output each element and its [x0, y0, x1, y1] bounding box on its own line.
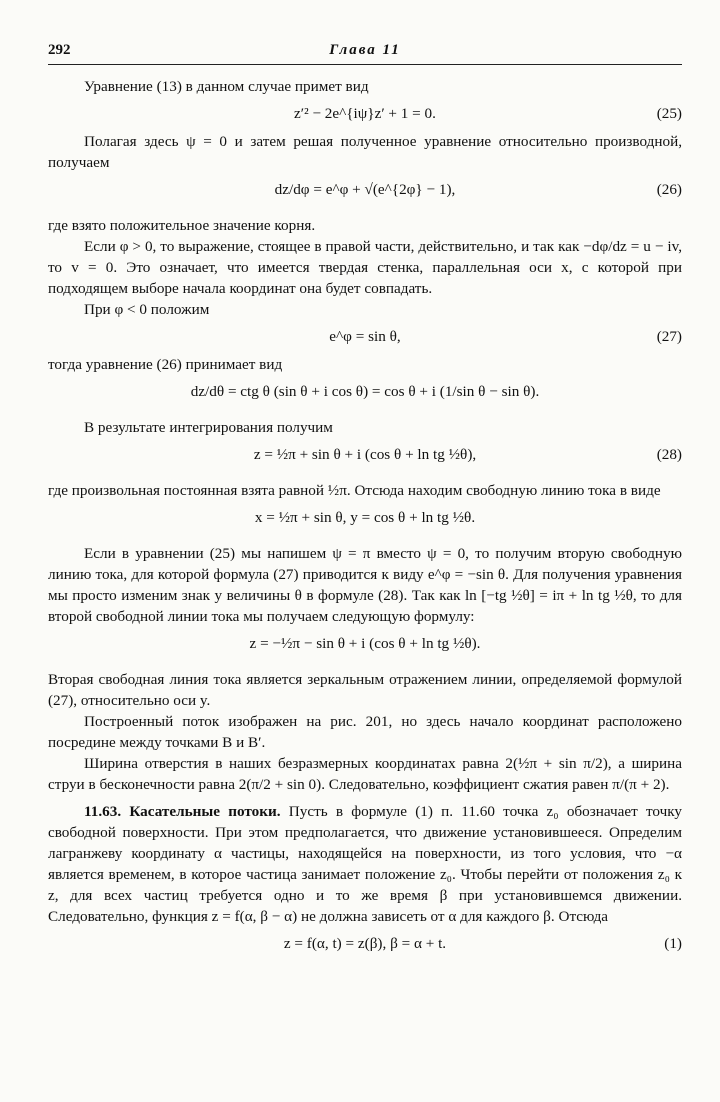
equation-formula: z = f(α, t) = z(β), β = α + t.	[283, 935, 447, 952]
paragraph: Если в уравнении (25) мы напишем ψ = π вместо ψ = 0, то получим вторую свободную линию тока, для которой формула (27) приводится к виду e^φ = −sin θ. Для получения уравнения мы просто изменим знак у величины θ в формуле (28). Так как ln [−tg ½θ] = iπ + ln tg ½θ, то для второй свободной линии тока мы получаем следующую формулу:	[48, 545, 682, 625]
equation-formula: x = ½π + sin θ, y = cos θ + ln tg ½θ.	[254, 509, 476, 526]
equation-number: (27)	[656, 328, 682, 345]
equation-25	[48, 97, 682, 131]
equation-formula: z = −½π − sin θ + i (cos θ + ln tg ½θ).	[249, 635, 481, 652]
page-number: 292	[48, 42, 71, 58]
equation-27	[48, 320, 682, 354]
equation-number: (1)	[664, 935, 682, 952]
equation-formula: z′² − 2e^{iψ}z′ + 1 = 0.	[294, 105, 436, 122]
equation-number: (25)	[656, 105, 682, 122]
paragraph: тогда уравнение (26) принимает вид	[48, 356, 283, 373]
paragraph: Вторая свободная линия тока является зеркальным отражением линии, определяемой формулой (27), относительно оси y.	[48, 671, 682, 709]
equation-second-line	[48, 627, 682, 669]
paragraph: Полагая здесь ψ = 0 и затем решая полученное уравнение относительно производной, получаем	[48, 133, 682, 171]
equation-28	[48, 438, 682, 480]
paragraph: При φ < 0 положим	[84, 301, 210, 318]
paragraph: где произвольная постоянная взята равной ½π. Отсюда находим свободную линию тока в виде	[48, 482, 661, 499]
paragraph: В результате интегрирования получим	[84, 419, 333, 436]
chapter-title: Глава 11	[329, 42, 401, 58]
equation-number: (28)	[656, 446, 682, 463]
equation-number: (26)	[656, 181, 682, 198]
equation-xy	[48, 501, 682, 543]
header-rule	[48, 64, 682, 65]
equation-26	[48, 173, 682, 215]
section-text: Пусть в формуле (1) п. 11.60 точка z₀ обозначает точку свободной поверхности. При этом предполагается, что движение установившееся. Определим лагранжеву координату α частицы, находящейся на поверхности, из того условия, что −α является временем, в которое частица занимает положение z₀. Чтобы перейти от положения z₀ к z, для всех частиц требуется одно и то же время β при установившемся движении. Следовательно, функция z = f(α, β − α) не должна зависеть от α для каждого β. Отсюда	[48, 803, 683, 925]
equation-1	[48, 927, 682, 961]
equation-formula: dz/dφ = e^φ + √(e^{2φ} − 1),	[274, 181, 456, 198]
paragraph: Ширина отверстия в наших безразмерных координатах равна 2(½π + sin π/2), а ширина струи в бесконечности равна 2(π/2 + sin 0). Следовательно, коэффициент сжатия равен π/(π + 2).	[48, 755, 682, 793]
paragraph: где взято положительное значение корня.	[48, 217, 316, 234]
paragraph: Если φ > 0, то выражение, стоящее в правой части, действительно, и так как −dφ/dz = u − iv, то v = 0. Это означает, что имеется твердая стенка, параллельная оси x, с которой при подходящем выборе начала координат она будет совпадать.	[48, 238, 682, 297]
equation-formula: z = ½π + sin θ + i (cos θ + ln tg ½θ),	[253, 446, 477, 463]
equation-formula: e^φ = sin θ,	[329, 328, 401, 345]
paragraph: Уравнение (13) в данном случае примет вид	[84, 78, 369, 95]
page-body	[48, 76, 682, 961]
paragraph-section-11-63	[48, 801, 682, 927]
equation-formula: dz/dθ = ctg θ (sin θ + i cos θ) = cos θ + i (1/sin θ − sin θ).	[190, 383, 540, 400]
paragraph: Построенный поток изображен на рис. 201, но здесь начало координат расположено посредине между точками B и B′.	[48, 713, 682, 751]
equation-ctg	[48, 375, 682, 417]
section-title: 11.63. Касательные потоки.	[84, 803, 281, 820]
running-header	[48, 42, 682, 64]
